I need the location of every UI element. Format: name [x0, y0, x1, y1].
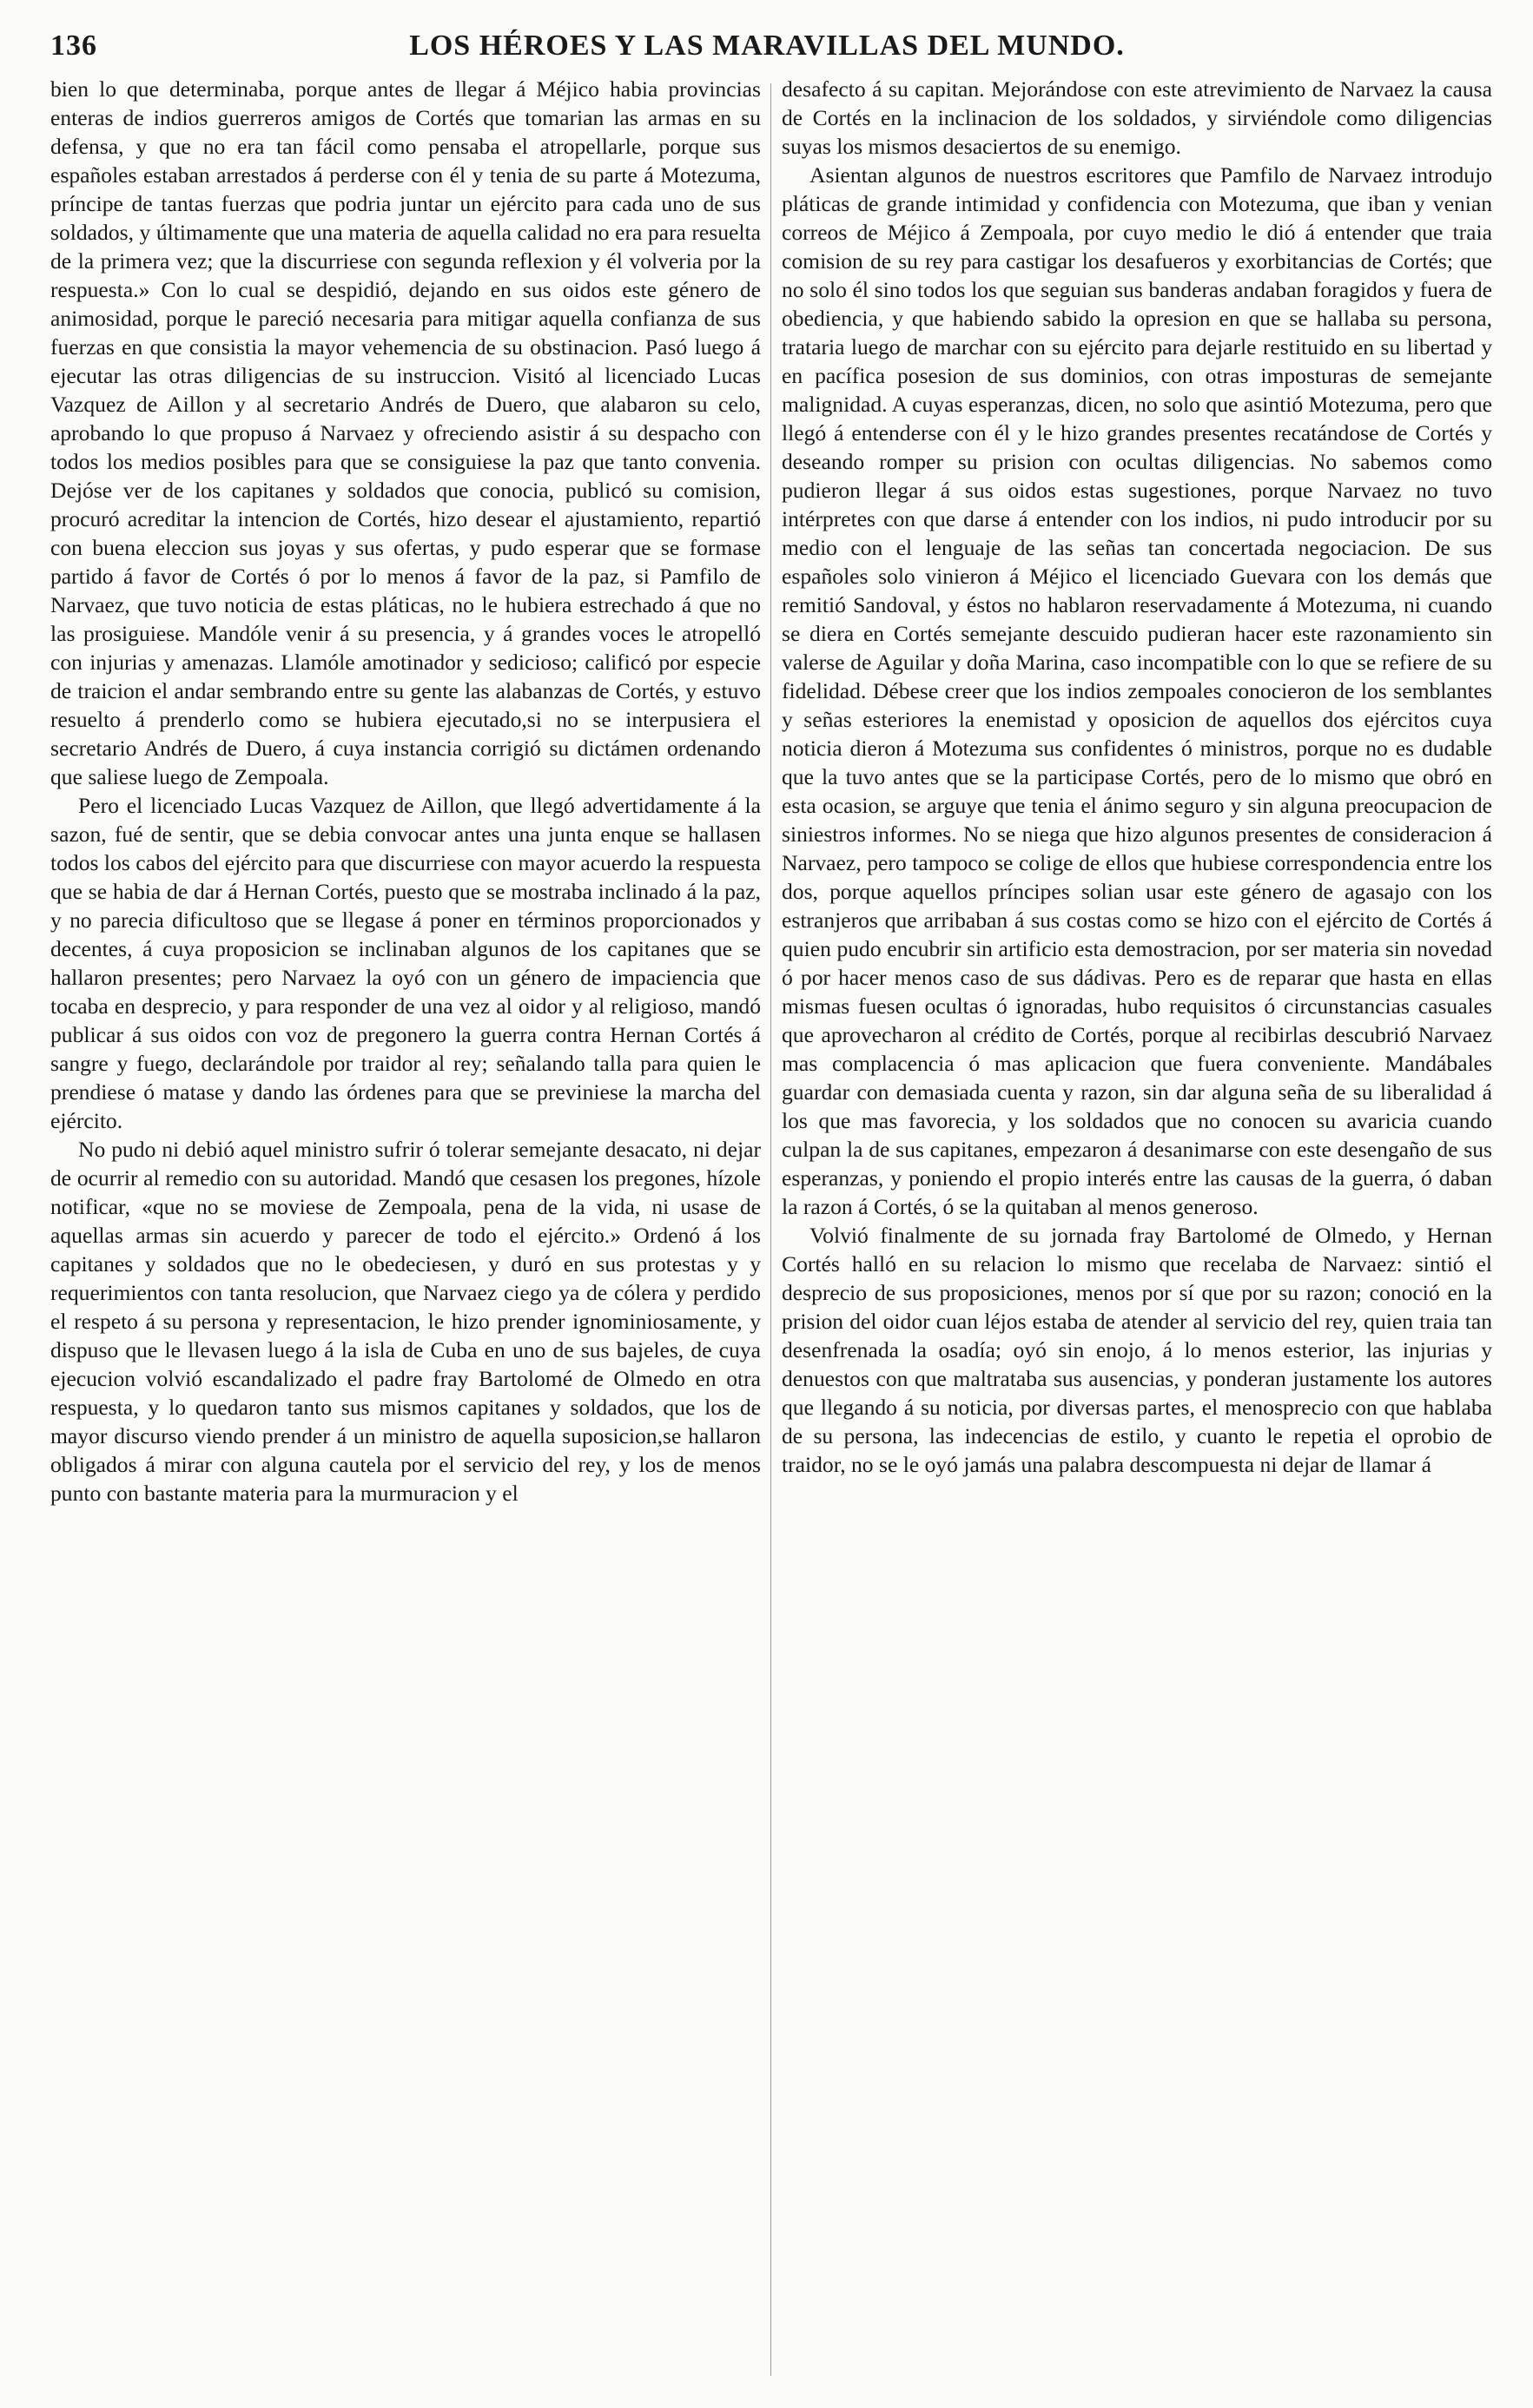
- paragraph: Volvió finalmente de su jornada fray Bartolomé de Olmedo, y Hernan Cortés halló en su relacion lo mismo que recelaba de Narvaez: sintió el desprecio de sus proposiciones, menos por sí que por su razon; conoció en la prision del oidor cuan léjos estaba de atender al servicio del rey, quien traia tan desenfrenada la osadía; oyó sin enojo, á lo menos esterior, las injurias y denuestos con que maltrataba sus ausencias, y ponderan justamente los autores que llegando á su noticia, por diversas partes, el menosprecio con que hablaba de su persona, las indecencias de estilo, y cuanto le repetia el oprobio de traidor, no se le oyó jamás una palabra descompuesta ni dejar de llamar á: [782, 1223, 1492, 1477]
- left-column: [50, 75, 761, 2385]
- paragraph: Asientan algunos de nuestros escritores que Pamfilo de Narvaez introdujo pláticas de grande intimidad y confidencia con Motezuma, que iban y venian correos de Méjico á Zempoala, por cuyo medio le dió á entender que traia comision de su rey para castigar los desafueros y exorbitancias de Cortés; que no solo él sino todos los que seguian sus banderas andaban foragidos y fuera de obediencia, y que habiendo sabido la opresion en que se hallaba su persona, trataria luego de marchar con su ejército para dejarle restituido en su libertad y en pacífica posesion de sus dominios, con otras imposturas de semejante malignidad. A cuyas esperanzas, dicen, no solo que asintió Motezuma, pero que llegó á entenderse con él y le hizo grandes presentes recatándose de Cortés y deseando romper su prision con ocultas diligencias. No sabemos como pudieron llegar á sus oidos estas sugestiones, porque Narvaez no tuvo intérpretes con que darse á entender con los indios, ni pudo introducir por su medio con el lenguaje de las señas tan concertada negociacion. De sus españoles solo vinieron á Méjico el licenciado Guevara con los demás que remitió Sandoval, y éstos no hablaron reservadamente á Motezuma, ni cuando se diera en Cortés semejante descuido pudieran hacer este razonamiento sin valerse de Aguilar y doña Marina, caso incompatible con lo que se refiere de su fidelidad. Débese creer que los indios zempoales conocieron de los semblantes y señas esteriores la enemistad y oposicion de aquellos dos ejércitos cuya noticia dieron á Motezuma sus confidentes ó ministros, porque no es dudable que la tuvo antes que se la participase Cortés, pero de lo mismo que obró en esta ocasion, se arguye que tenia el ánimo seguro y sin alguna preocupacion de siniestros informes. No se niega que hizo algunos presentes de consideracion á Narvaez, pero tampoco se colige de ellos que hubiese correspondencia entre los dos, porque aquellos príncipes solian usar este género de agasajo con los estranjeros que arribaban á sus costas como se hizo con el ejército de Cortés á quien pudo encubrir sin artificio esta demostracion, por ser materia sin novedad ó por hacer menos caso de sus dádivas. Pero es de reparar que hasta en ellas mismas fuesen ocultas ó ignoradas, hubo requisitos ó circunstancias casuales que aprovecharon al crédito de Cortés, porque al recibirlas descubrió Narvaez mas complacencia ó mas aplicacion que fuera conveniente. Mandábales guardar con demasiada cuenta y razon, sin dar alguna seña de su liberalidad á los que mas favorecia, y los soldados que no conocen su avaricia cuando culpan la de sus capitanes, empezaron á desanimarse con este desengaño de sus esperanzas, y poniendo el propio interés entre las causas de la guerra, ó daban la razon á Cortés, ó se la quitaban al menos generoso.: [782, 162, 1492, 1219]
- page-number: 136: [50, 30, 97, 62]
- paragraph: desafecto á su capitan. Mejorándose con este atrevimiento de Narvaez la causa de Cortés en la inclinacion de los soldados, y sirviéndole como diligencias suyas los mismos desaciertos de su enemigo.: [782, 76, 1492, 159]
- running-title: LOS HÉROES Y LAS MARAVILLAS DEL MUNDO.: [409, 30, 1125, 62]
- paragraph: Pero el licenciado Lucas Vazquez de Aillon, que llegó advertidamente á la sazon, fué de sentir, que se debia convocar antes una junta enque se hallasen todos los cabos del ejército para que discurriese con mayor acuerdo la respuesta que se habia de dar á Hernan Cortés, puesto que se mostraba inclinado á la paz, y no parecia dificultoso que se llegase á poner en términos proporcionados y decentes, á cuya proposicion se inclinaban algunos de los capitanes que se hallaron presentes; pero Narvaez la oyó con un género de impaciencia que tocaba en desprecio, y para responder de una vez al oidor y al religioso, mandó publicar á sus oidos con voz de pregonero la guerra contra Hernan Cortés á sangre y fuego, declarándole por traidor al rey; señalando talla para quien le prendiese ó matase y dando las órdenes para que se previniese la marcha del ejército.: [50, 793, 761, 1133]
- paragraph: bien lo que determinaba, porque antes de llegar á Méjico habia provincias enteras de indios guerreros amigos de Cortés que tomarian las armas en su defensa, y que no era tan fácil como pensaba el atropellarle, porque sus españoles estaban arrestados á perderse con él y tenia de su parte á Motezuma, príncipe de tantas fuerzas que podria juntar un ejército para cada uno de sus soldados, y últimamente que una materia de aquella calidad no era para resuelta de la primera vez; que la discurriese con segunda reflexion y él volveria por la respuesta.» Con lo cual se despidió, dejando en sus oidos este género de animosidad, porque le pareció necesaria para mitigar aquella confianza de sus fuerzas en que consistia la mayor vehemencia de su obstinacion. Pasó luego á ejecutar las otras diligencias de su instruccion. Visitó al licenciado Lucas Vazquez de Aillon y al secretario Andrés de Duero, que alabaron su celo, aprobando lo que propuso á Narvaez y ofreciendo asistir á su despacho con todos los medios posibles para que se consiguiese la paz que tanto convenia. Dejóse ver de los capitanes y soldados que conocia, publicó su comision, procuró acreditar la intencion de Cortés, hizo desear el ajustamiento, repartió con buena eleccion sus joyas y sus ofertas, y pudo esperar que se formase partido á favor de Cortés ó por lo menos á favor de la paz, si Pamfilo de Narvaez, que tuvo noticia de estas pláticas, no le hubiera estrechado á que no las prosiguiese. Mandóle venir á su presencia, y á grandes voces le atropelló con injurias y amenazas. Llamóle amotinador y sedicioso; calificó por especie de traicion el andar sembrando entre su gente las alabanzas de Cortés, y estuvo resuelto á prenderlo como se hubiera ejecutado,si no se interpusiera el secretario Andrés de Duero, á cuya instancia corrigió su dictámen ordenando que saliese luego de Zempoala.: [50, 76, 761, 789]
- page-header: [50, 30, 1483, 71]
- column-divider: [770, 83, 771, 2376]
- paragraph: No pudo ni debió aquel ministro sufrir ó tolerar semejante desacato, ni dejar de ocurrir al remedio con su autoridad. Mandó que cesasen los pregones, hízole notificar, «que no se moviese de Zempoala, pena de la vida, ni usase de aquellas armas sin acuerdo y parecer de todo el ejército.» Ordenó á los capitanes y soldados que no le obedeciesen, y duró en sus protestas y y requerimientos con tanta resolucion, que Narvaez ciego ya de cólera y perdido el respeto á su persona y representacion, le hizo prender ignominiosamente, y dispuso que le llevasen luego á la isla de Cuba en uno de sus bajeles, de cuya ejecucion volvió escandalizado el padre fray Bartolomé de Olmedo en otra respuesta, y lo quedaron tanto sus mismos capitanes y soldados, que los de mayor discurso viendo prender á un ministro de aquella suposicion,se hallaron obligados á mirar con alguna cautela por el servicio del rey, y los de menos punto con bastante materia para la murmuracion y el: [50, 1137, 761, 1506]
- right-column: [782, 75, 1492, 2385]
